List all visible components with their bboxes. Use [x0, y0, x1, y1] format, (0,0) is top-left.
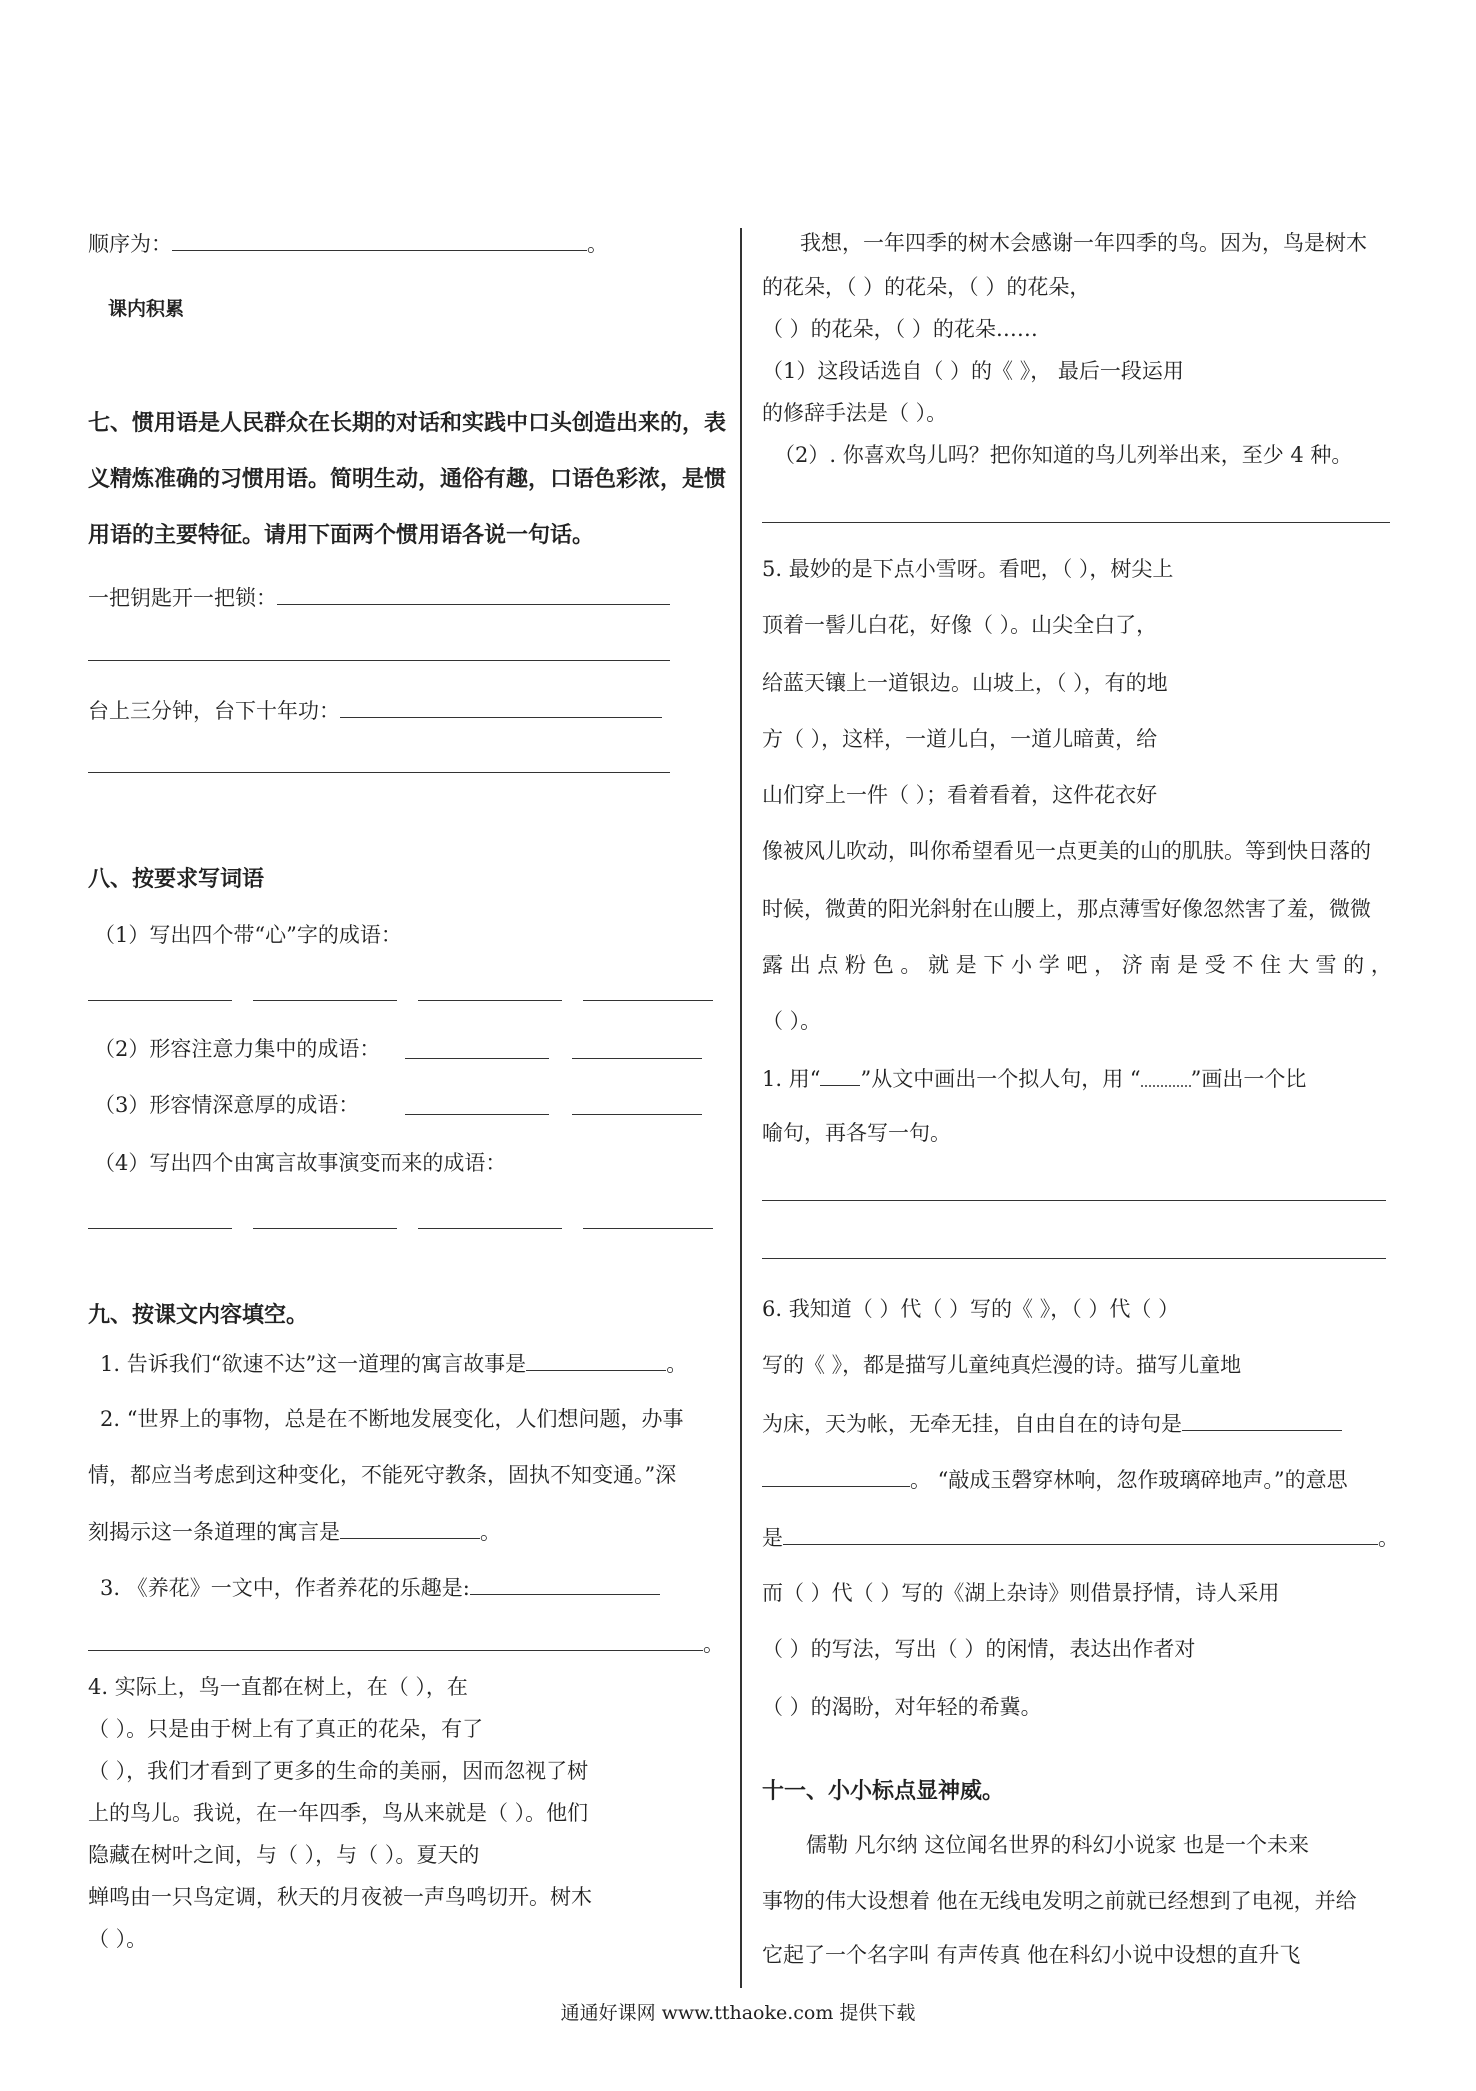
q8-s3-blank-1[interactable] — [405, 1114, 549, 1115]
q5-l1: 5. 最妙的是下点小雪呀。看吧，（ ），树尖上 — [762, 557, 1174, 581]
q6-l4 — [762, 1464, 1348, 1495]
q6-poem-blank-line2[interactable] — [762, 1464, 910, 1487]
q9-s3-line2 — [88, 1628, 724, 1659]
q6-meaning-blank[interactable] — [783, 1522, 1378, 1545]
q6-l5-end: 。 — [1378, 1526, 1399, 1550]
q8-s1: （1）写出四个带“心”字的成语： — [94, 923, 402, 947]
q7-item2-label: 台上三分钟，台下十年功： — [88, 699, 340, 723]
passage-q1-l1: （1）这段话选自（ ）的《 》， 最后一段运用 — [762, 359, 1184, 383]
q9-s1 — [100, 1348, 687, 1379]
q5-answer-line2[interactable] — [762, 1258, 1386, 1259]
q9-s1-text: 1. 告诉我们“欲速不达”这一道理的寓言故事是 — [100, 1352, 527, 1376]
q9-s2-l3 — [88, 1516, 501, 1547]
q8-s4-blank-1[interactable] — [88, 1228, 232, 1229]
q9-s3-blank[interactable] — [470, 1572, 660, 1595]
q9-s1-end: 。 — [666, 1352, 688, 1376]
q9-title: 九、按课文内容填空。 — [88, 1302, 309, 1328]
q5-answer-line1[interactable] — [762, 1200, 1386, 1201]
q9-s3-blank-line2[interactable] — [88, 1628, 703, 1651]
q8-s1-blank-4[interactable] — [583, 1000, 713, 1001]
q8-s1-blank-3[interactable] — [418, 1000, 562, 1001]
q5-s1-l2: 喻句，再各写一句。 — [762, 1121, 951, 1145]
q6-l6: 而（ ）代（ ）写的《湖上杂诗》则借景抒情，诗人采用 — [762, 1581, 1280, 1605]
q8-s4-blank-2[interactable] — [253, 1228, 397, 1229]
q6-l2: 写的《 》，都是描写儿童纯真烂漫的诗。描写儿童地 — [762, 1353, 1242, 1377]
q7-line1: 七、惯用语是人民群众在长期的对话和实践中口头创造出来的，表 — [88, 410, 727, 436]
q7-item1 — [88, 582, 670, 613]
passage-l1: 我想，一年四季的树木会感谢一年四季的鸟。因为，鸟是树木 — [800, 231, 1367, 255]
q9-s4-l3: （ ），我们才看到了更多的生命的美丽，因而忽视了树 — [88, 1759, 589, 1783]
q5-l5: 山们穿上一件（ ）；看着看着，这件花衣好 — [762, 783, 1158, 807]
passage-q2-blank-1[interactable] — [762, 522, 1292, 523]
q9-s1-blank[interactable] — [526, 1348, 666, 1371]
q11-l3: 它起了一个名字叫 有声传真 他在科幻小说中设想的直升飞 — [762, 1943, 1301, 1967]
q8-s2: （2）形容注意力集中的成语： — [94, 1037, 381, 1061]
order-label: 顺序为： — [88, 232, 172, 256]
q8-s4: （4）写出四个由寓言故事演变而来的成语： — [94, 1151, 507, 1175]
q6-l4-text: 。 “敲成玉磬穿林响，忽作玻璃碎地声。”的意思 — [910, 1468, 1348, 1492]
q7-item2 — [88, 695, 662, 726]
q9-s3-text: 3. 《养花》一文中，作者养花的乐趣是: — [100, 1576, 470, 1600]
q6-l1: 6. 我知道（ ）代（ ）写的《 》，（ ）代（ ） — [762, 1297, 1180, 1321]
q9-s4-l4: 上的鸟儿。我说，在一年四季，鸟从来就是（ ）。他们 — [88, 1801, 589, 1825]
q6-l3-text: 为床，天为帐，无牵无挂，自由自在的诗句是 — [762, 1412, 1182, 1436]
q8-s4-blank-4[interactable] — [583, 1228, 713, 1229]
q11-l2: 事物的伟大设想着 他在无线电发明之前就已经想到了电视，并给 — [762, 1889, 1357, 1913]
q9-s3-end: 。 — [703, 1632, 724, 1656]
q8-s2-blank-2[interactable] — [572, 1058, 702, 1059]
q9-s2-l2: 情，都应当考虑到这种变化，不能死守教条，固执不知变通。”深 — [88, 1463, 677, 1487]
q8-s3-blank-2[interactable] — [572, 1114, 702, 1115]
q9-s4-l6: 蝉鸣由一只鸟定调，秋天的月夜被一声鸟鸣切开。树木 — [88, 1885, 592, 1909]
q5-l4: 方（ ），这样，一道儿白，一道儿暗黄，给 — [762, 727, 1158, 751]
order-end: 。 — [587, 232, 608, 256]
q9-s2-blank[interactable] — [340, 1516, 480, 1539]
q11-l1: 儒勒 凡尔纳 这位闻名世界的科幻小说家 也是一个未来 — [806, 1833, 1310, 1857]
passage-q1-l2: 的修辞手法是（ ）。 — [762, 401, 948, 425]
q6-poem-blank[interactable] — [1182, 1408, 1342, 1431]
q5-l9: （ ）。 — [762, 1009, 822, 1033]
column-divider — [740, 228, 742, 1988]
q5-l7: 时候，微黄的阳光斜射在山腰上，那点薄雪好像忽然害了羞，微微 — [762, 897, 1371, 921]
q5-s1-part-b: ”从文中画出一个拟人句，用 “ — [860, 1067, 1141, 1091]
q7-item2-blank[interactable] — [340, 695, 662, 718]
q9-s2-l3-text: 刻揭示这一条道理的寓言是 — [88, 1520, 340, 1544]
q6-l7: （ ）的写法，写出（ ）的闲情，表达出作者对 — [762, 1637, 1196, 1661]
q9-s2-end: 。 — [480, 1520, 501, 1544]
q6-l5-text: 是 — [762, 1526, 783, 1550]
q5-l2: 顶着一髻儿白花，好像（ ）。山尖全白了， — [762, 613, 1158, 637]
q7-item2-blank-line2[interactable] — [88, 772, 670, 773]
q5-s1-part-c: ”画出一个比 — [1190, 1067, 1307, 1091]
q5-s1-part-a: 1. 用“ — [762, 1067, 821, 1091]
q7-item1-blank-line2[interactable] — [88, 660, 670, 661]
q6-l5 — [762, 1522, 1399, 1553]
q8-s1-blank-2[interactable] — [253, 1000, 397, 1001]
q5-l3: 给蓝天镶上一道银边。山坡上，（ ），有的地 — [762, 671, 1168, 695]
q6-l8: （ ）的渴盼，对年轻的希冀。 — [762, 1695, 1042, 1719]
wavy-underline-mark — [1141, 1075, 1191, 1087]
q9-s3 — [100, 1572, 660, 1603]
q5-s1 — [762, 1064, 1306, 1094]
passage-q2-blank-2[interactable] — [1290, 522, 1390, 523]
q7-item1-blank[interactable] — [277, 582, 670, 605]
q9-s2-l1: 2. “世界上的事物，总是在不断地发展变化，人们想问题，办事 — [100, 1407, 684, 1431]
passage-l2: 的花朵，（ ）的花朵，（ ）的花朵， — [762, 275, 1091, 299]
q9-s4-l5: 隐藏在树叶之间，与（ ），与（ ）。夏天的 — [88, 1843, 480, 1867]
q6-l3 — [762, 1408, 1342, 1439]
q8-s2-blank-1[interactable] — [405, 1058, 549, 1059]
q8-title: 八、按要求写词语 — [88, 866, 265, 892]
q11-title: 十一、小小标点显神威。 — [762, 1778, 1005, 1804]
q5-l6: 像被风儿吹动，叫你希望看见一点更美的山的肌肤。等到快日落的 — [762, 839, 1371, 863]
q7-line3: 用语的主要特征。请用下面两个惯用语各说一句话。 — [88, 522, 595, 548]
section-note: 课内积累 — [108, 298, 185, 320]
q9-s4-l1: 4. 实际上，鸟一直都在树上，在（ ），在 — [88, 1675, 468, 1699]
footer-source: 通通好课网 www.tthaoke.com 提供下载 — [560, 2002, 916, 2024]
passage-l3: （ ）的花朵，（ ）的花朵…… — [762, 317, 1038, 341]
q8-s4-blank-3[interactable] — [418, 1228, 562, 1229]
order-line — [88, 228, 608, 259]
q8-s3: （3）形容情深意厚的成语： — [94, 1093, 360, 1117]
q8-s1-blank-1[interactable] — [88, 1000, 232, 1001]
q5-l8: 露 出 点 粉 色 。 就 是 下 小 学 吧 ， 济 南 是 受 不 住 大 雪 的 ， — [762, 953, 1392, 977]
q9-s4-l7: （ ）。 — [88, 1927, 148, 1951]
q9-s4-l2: （ ）。只是由于树上有了真正的花朵，有了 — [88, 1717, 484, 1741]
order-blank[interactable] — [172, 228, 587, 251]
q7-line2: 义精炼准确的习惯用语。简明生动，通俗有趣，口语色彩浓，是惯 — [88, 466, 727, 492]
q7-item1-label: 一把钥匙开一把锁： — [88, 586, 277, 610]
passage-q2: （2）. 你喜欢鸟儿吗？把你知道的鸟儿列举出来，至少 4 种。 — [774, 443, 1353, 467]
straight-underline-mark — [820, 1071, 860, 1086]
